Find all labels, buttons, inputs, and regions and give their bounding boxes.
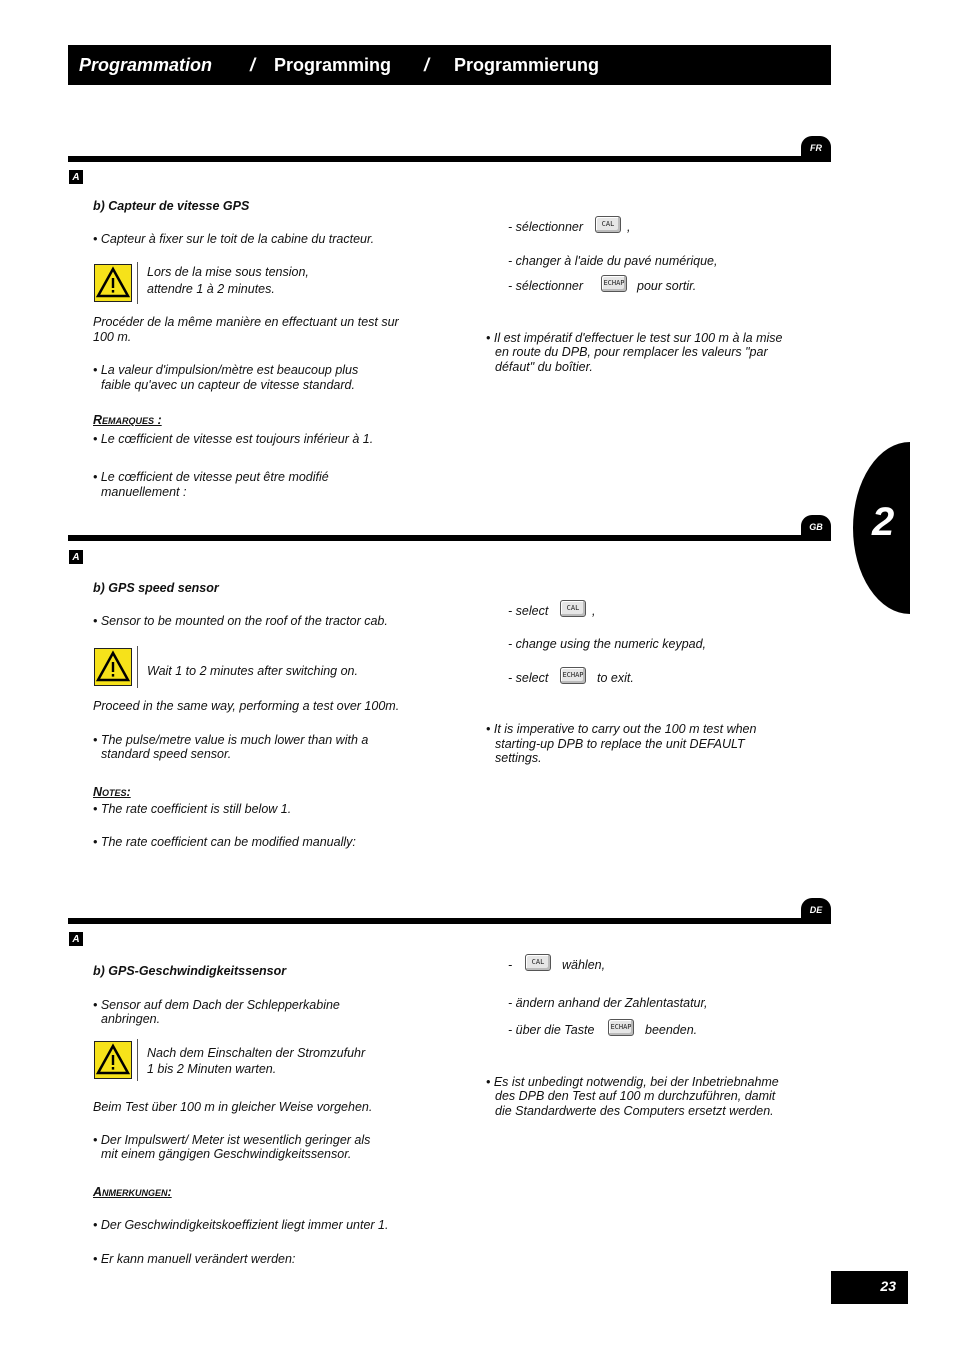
warning-icon xyxy=(94,648,132,686)
header-title-de: Programmierung xyxy=(454,55,600,75)
fr-remarks-label: Remarques : xyxy=(93,413,162,427)
section-marker-gb: A xyxy=(69,550,83,564)
header-title-fr: Programmation xyxy=(79,55,213,75)
lang-badge-gb: GB xyxy=(801,515,831,536)
section-rule-fr xyxy=(68,156,831,162)
fr-warning-line-2: attendre 1 à 2 minutes. xyxy=(147,282,275,296)
de-warning-line-2: 1 bis 2 Minuten warten. xyxy=(147,1062,277,1076)
warning-divider xyxy=(137,262,138,304)
gb-note-line-2: starting-up DPB to replace the unit DEFAULT xyxy=(495,737,745,751)
cal-key-icon: CAL xyxy=(525,954,551,971)
gb-step-3-suffix: to exit. xyxy=(597,671,634,685)
fr-remark-2-line-1: • Le cœfficient de vitesse peut être modifié xyxy=(93,470,329,484)
page-number: 23 xyxy=(831,1271,908,1304)
fr-remark-2-line-2: manuellement : xyxy=(101,485,187,499)
section-marker-fr: A xyxy=(69,170,83,184)
echap-key-icon: ECHAP xyxy=(601,275,627,292)
gb-step-2: - change using the numeric keypad, xyxy=(508,637,707,651)
de-step-3-suffix: beenden. xyxy=(645,1023,698,1037)
header-separator: / xyxy=(250,55,256,75)
fr-proceed-line-1: Procéder de la même manière en effectuant un test sur xyxy=(93,315,399,329)
fr-proceed-line-2: 100 m. xyxy=(93,330,132,344)
gb-bullet-1: • Sensor to be mounted on the roof of the tractor cab. xyxy=(93,614,388,628)
de-note-line-1: • Es ist unbedingt notwendig, bei der Inbetriebnahme xyxy=(486,1075,779,1089)
fr-bullet-1: • Capteur à fixer sur le toit de la cabine du tracteur. xyxy=(93,232,375,246)
gb-heading: b) GPS speed sensor xyxy=(93,581,219,595)
de-note-line-3: die Standardwerte des Computers ersetzt werden. xyxy=(495,1104,774,1118)
de-step-1: - xyxy=(508,958,513,972)
lang-badge-de: DE xyxy=(801,898,831,919)
de-note-line-2: des DPB den Test auf 100 m durchzuführen, damit xyxy=(495,1089,776,1103)
warning-icon xyxy=(94,1041,132,1079)
lang-badge-fr: FR xyxy=(801,136,831,157)
gb-bullet-2-line-1: • The pulse/metre value is much lower than with a xyxy=(93,733,369,747)
de-remark-2: • Er kann manuell verändert werden: xyxy=(93,1252,296,1266)
gb-note-line-3: settings. xyxy=(495,751,542,765)
page-header xyxy=(68,45,831,85)
echap-key-icon: ECHAP xyxy=(608,1019,634,1036)
warning-icon xyxy=(94,264,132,302)
de-bullet-1-line-1: • Sensor auf dem Dach der Schlepperkabine xyxy=(93,998,340,1012)
de-bullet-1-line-2: anbringen. xyxy=(101,1012,161,1026)
gb-bullet-2-line-2: standard speed sensor. xyxy=(101,747,232,761)
de-step-2: - ändern anhand der Zahlentastatur, xyxy=(508,996,708,1010)
gb-step-1: - select xyxy=(508,604,549,618)
de-warning-line-1: Nach dem Einschalten der Stromzufuhr xyxy=(147,1046,366,1060)
gb-step-1-suffix: , xyxy=(592,604,596,618)
fr-step-1-suffix: , xyxy=(627,220,631,234)
fr-step-1: - sélectionner xyxy=(508,220,584,234)
cal-key-icon: CAL xyxy=(560,600,586,617)
fr-bullet-2-line-1: • La valeur d'impulsion/mètre est beaucoup plus xyxy=(93,363,359,377)
de-remark-1: • Der Geschwindigkeitskoeffizient liegt immer unter 1. xyxy=(93,1218,389,1232)
warning-divider xyxy=(137,646,138,688)
section-rule-de xyxy=(68,918,831,924)
fr-step-3: - sélectionner xyxy=(508,279,584,293)
header-title-en: Programming xyxy=(274,55,392,75)
gb-note-line-1: • It is imperative to carry out the 100 m test when xyxy=(486,722,757,736)
section-marker-de: A xyxy=(69,932,83,946)
fr-note-line-2: en route du DPB, pour remplacer les valeurs "par xyxy=(495,345,768,359)
fr-note-line-1: • Il est impératif d'effectuer le test sur 100 m à la mise xyxy=(486,331,783,345)
de-proceed: Beim Test über 100 m in gleicher Weise vorgehen. xyxy=(93,1100,373,1114)
de-step-3: - über die Taste xyxy=(508,1023,595,1037)
chapter-number: 2 xyxy=(872,500,895,544)
de-step-1-suffix: wählen, xyxy=(562,958,606,972)
de-bullet-2-line-1: • Der Impulswert/ Meter ist wesentlich geringer als xyxy=(93,1133,371,1147)
fr-warning-line-1: Lors de la mise sous tension, xyxy=(147,265,309,279)
gb-warning-line-1: Wait 1 to 2 minutes after switching on. xyxy=(147,664,358,678)
fr-heading: b) Capteur de vitesse GPS xyxy=(93,199,250,213)
echap-key-icon: ECHAP xyxy=(560,667,586,684)
warning-divider xyxy=(137,1039,138,1081)
gb-notes-label: Notes: xyxy=(93,785,131,799)
cal-key-icon: CAL xyxy=(595,216,621,233)
fr-step-2: - changer à l'aide du pavé numérique, xyxy=(508,254,718,268)
fr-bullet-2-line-2: faible qu'avec un capteur de vitesse standard. xyxy=(101,378,355,392)
section-rule-gb xyxy=(68,535,831,541)
gb-proceed: Proceed in the same way, performing a test over 100m. xyxy=(93,699,400,713)
fr-step-3-suffix: pour sortir. xyxy=(637,279,697,293)
gb-remark-2: • The rate coefficient can be modified manually: xyxy=(93,835,356,849)
fr-remark-1: • Le cœfficient de vitesse est toujours inférieur à 1. xyxy=(93,432,374,446)
de-bullet-2-line-2: mit einem gängigen Geschwindigkeitssensor. xyxy=(101,1147,352,1161)
de-remarks-label: Anmerkungen: xyxy=(93,1185,172,1199)
gb-step-3: - select xyxy=(508,671,549,685)
header-separator: / xyxy=(424,55,430,75)
fr-note-line-3: défaut" du boîtier. xyxy=(495,360,593,374)
de-heading: b) GPS-Geschwindigkeitssensor xyxy=(93,964,287,978)
gb-remark-1: • The rate coefficient is still below 1. xyxy=(93,802,292,816)
